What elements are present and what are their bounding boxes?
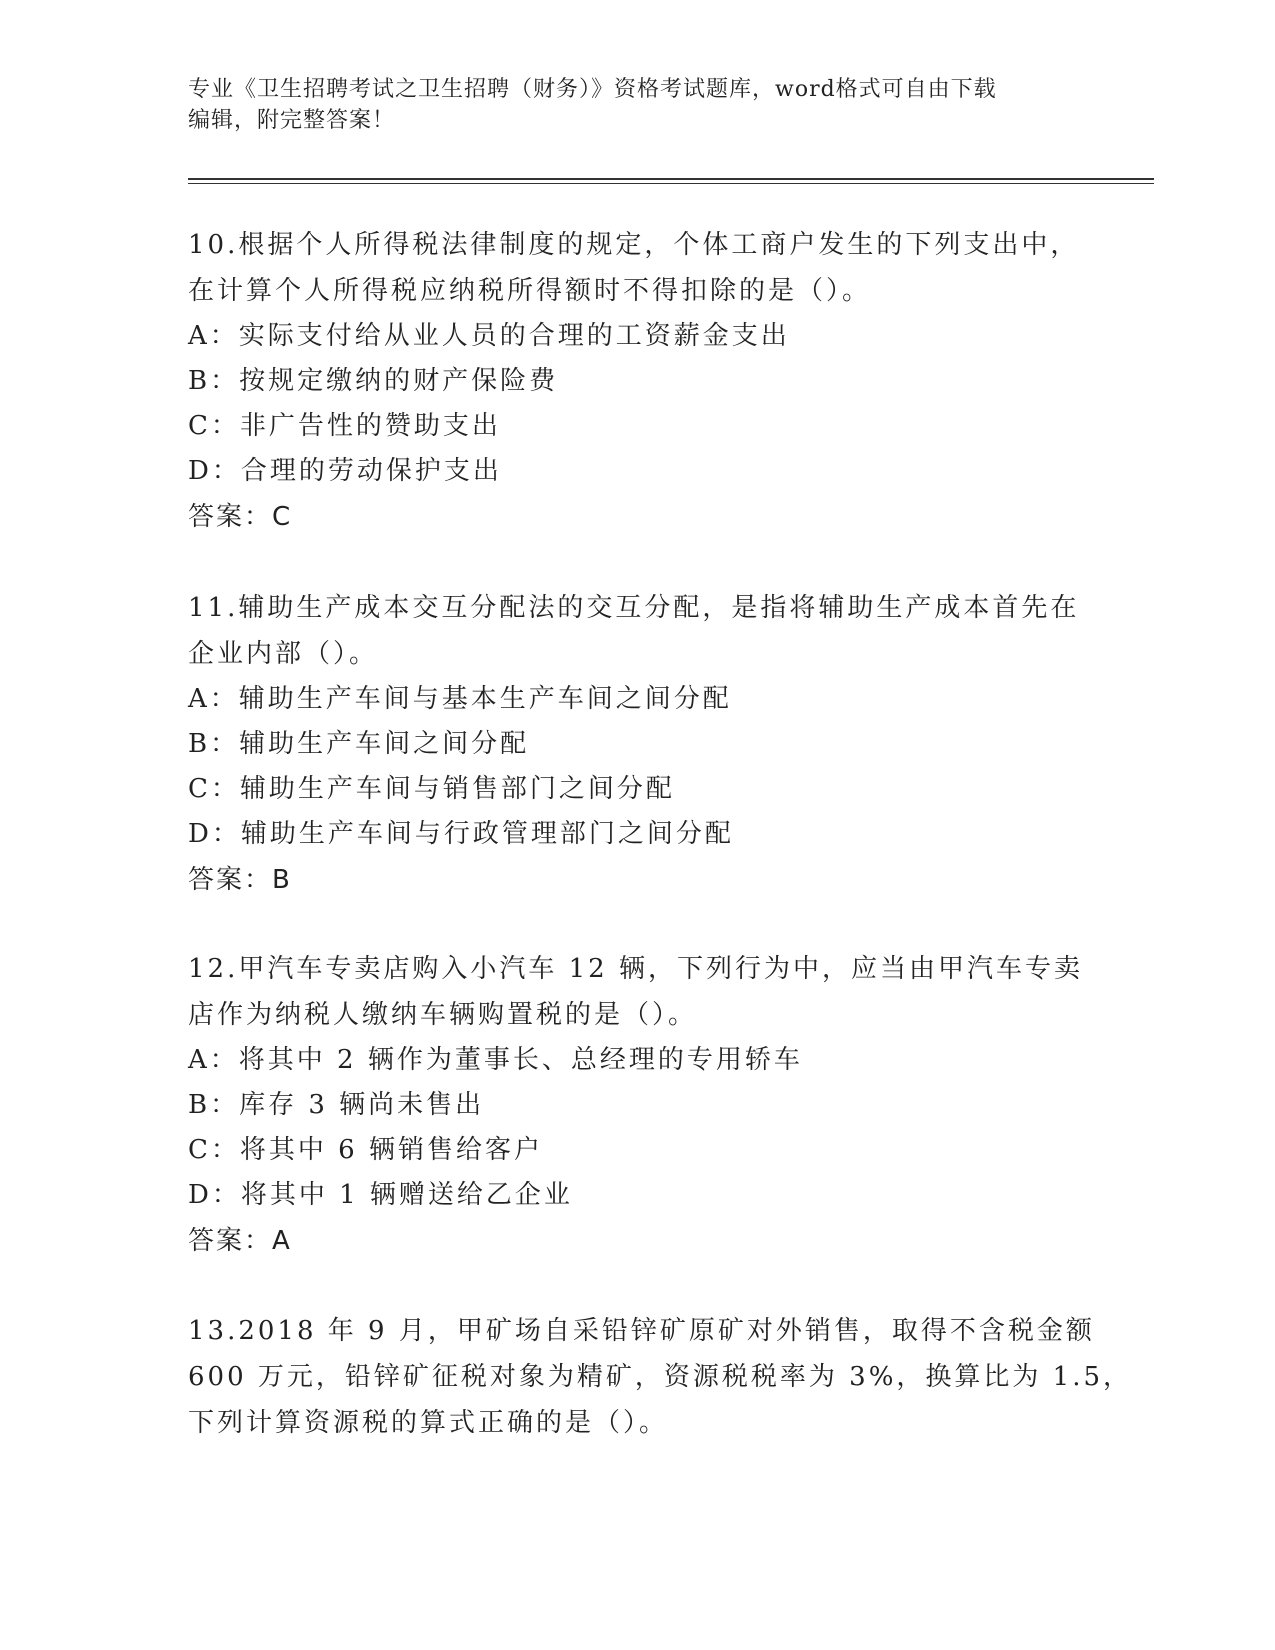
option-a: A：辅助生产车间与基本生产车间之间分配 [188, 684, 732, 714]
stem-line: 在计算个人所得税应纳税所得额时不得扣除的是（）。 [188, 276, 872, 306]
stem-line: 企业内部（）。 [188, 639, 379, 669]
document-header [188, 74, 1088, 136]
stem-line: 店作为纳税人缴纳车辆购置税的是（）。 [188, 1000, 698, 1030]
question-12 [188, 946, 1088, 1264]
option-c: C：辅助生产车间与销售部门之间分配 [188, 774, 675, 804]
question-13 [188, 1308, 1133, 1446]
question-stem [188, 946, 1088, 1038]
question-stem [188, 222, 1088, 314]
option-d: D：将其中 1 辆赠送给乙企业 [188, 1180, 573, 1210]
header-line-2: 编辑，附完整答案！ [188, 108, 396, 133]
header-divider-thin [188, 183, 1154, 184]
header-divider-thick [188, 178, 1154, 180]
question-11 [188, 585, 1088, 903]
stem-line: 12.甲汽车专卖店购入小汽车 12 辆，下列行为中，应当由甲汽车专卖 [188, 954, 1083, 984]
option-b: B：按规定缴纳的财产保险费 [188, 366, 559, 396]
stem-line: 600 万元，铅锌矿征税对象为精矿，资源税税率为 3%，换算比为 1.5， [188, 1362, 1133, 1392]
answer-line: 答案：B [188, 865, 292, 895]
stem-line: 下列计算资源税的算式正确的是（）。 [188, 1408, 669, 1438]
stem-line: 10.根据个人所得税法律制度的规定，个体工商户发生的下列支出中， [188, 230, 1080, 260]
question-stem [188, 585, 1088, 677]
header-line-1: 专业《卫生招聘考试之卫生招聘（财务）》资格考试题库，word格式可自由下载 [188, 77, 997, 102]
stem-line: 11.辅助生产成本交互分配法的交互分配，是指将辅助生产成本首先在 [188, 593, 1080, 623]
option-a: A：将其中 2 辆作为董事长、总经理的专用轿车 [188, 1045, 803, 1075]
option-b: B：辅助生产车间之间分配 [188, 729, 530, 759]
option-c: C：非广告性的赞助支出 [188, 411, 501, 441]
option-d: D：合理的劳动保护支出 [188, 456, 502, 486]
question-10 [188, 222, 1088, 540]
answer-line: 答案：C [188, 502, 293, 532]
option-c: C：将其中 6 辆销售给客户 [188, 1135, 543, 1165]
option-d: D：辅助生产车间与行政管理部门之间分配 [188, 819, 734, 849]
option-b: B：库存 3 辆尚未售出 [188, 1090, 485, 1120]
option-a: A：实际支付给从业人员的合理的工资薪金支出 [188, 321, 790, 351]
stem-line: 13.2018 年 9 月，甲矿场自采铅锌矿原矿对外销售，取得不含税金额 [188, 1316, 1095, 1346]
question-stem [188, 1308, 1133, 1446]
answer-line: 答案：A [188, 1226, 292, 1256]
